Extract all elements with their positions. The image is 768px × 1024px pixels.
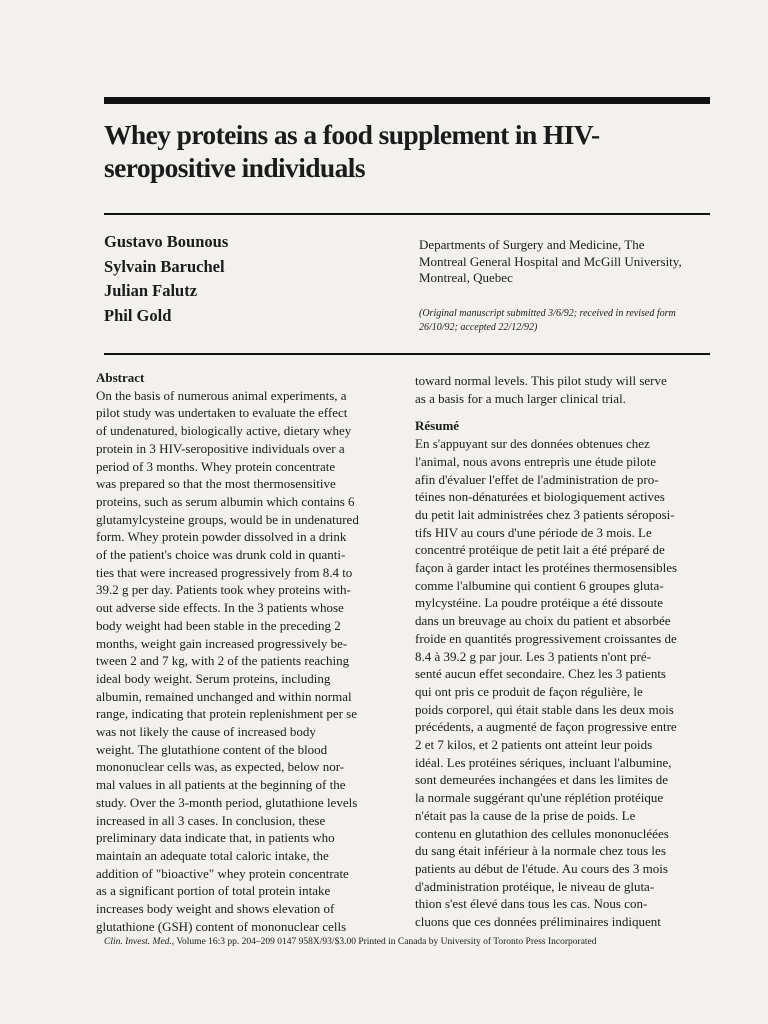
article-title bbox=[104, 118, 704, 184]
text-line: poids corporel, qui était stable dans les deux mois bbox=[415, 701, 674, 717]
abstract-heading: Abstract bbox=[96, 370, 145, 385]
dates-line: (Original manuscript submitted 3/6/92; received in revised form bbox=[419, 308, 676, 319]
text-line: afin d'évaluer l'effet de l'administration de pro- bbox=[415, 471, 659, 487]
text-line: qui ont pris ce produit de façon régulière, le bbox=[415, 683, 643, 699]
text-line: tween 2 and 7 kg, with 2 of the patients reaching bbox=[96, 653, 350, 669]
journal-name: Clin. Invest. Med., bbox=[104, 937, 175, 947]
text-line: senté aucun effet secondaire. Chez les 3 patients bbox=[415, 666, 666, 682]
text-line: façon à garder intact les protéines thermosensibles bbox=[415, 560, 678, 576]
text-line: of the patient's choice was drunk cold in quanti- bbox=[96, 547, 346, 563]
author-list bbox=[104, 230, 228, 328]
title-line: seropositive individuals bbox=[104, 152, 365, 183]
text-line: du sang était inférieur à la normale chez tous les bbox=[415, 843, 666, 859]
abstract-column bbox=[96, 369, 396, 936]
text-line: idéal. Les protéines sériques, incluant l'albumine, bbox=[415, 754, 672, 770]
text-line: increased in all 3 cases. In conclusion, these bbox=[96, 812, 326, 828]
affiliation-line: Montreal, Quebec bbox=[419, 270, 513, 285]
text-line: was not likely the cause of increased body bbox=[96, 724, 316, 740]
text-line: body weight had been stable in the preceding 2 bbox=[96, 617, 341, 633]
title-rule bbox=[104, 213, 710, 215]
text-line: d'administration protéique, le niveau de gluta- bbox=[415, 878, 655, 894]
text-line: glutathione (GSH) content of mononuclear cells bbox=[96, 918, 347, 934]
text-line: On the basis of numerous animal experiments, a bbox=[96, 387, 347, 403]
resume-body bbox=[415, 435, 715, 931]
text-line: ties that were increased progressively from 8.4 to bbox=[96, 564, 353, 580]
text-line: pilot study was undertaken to evaluate the effect bbox=[96, 405, 348, 421]
title-line: Whey proteins as a food supplement in HIV- bbox=[104, 119, 600, 150]
footer-citation bbox=[104, 936, 724, 948]
text-line: précédents, a augmenté de façon progressive entre bbox=[415, 719, 677, 735]
author-name: Julian Falutz bbox=[104, 281, 198, 300]
text-line: sont demeurées inchangées et dans les limites de bbox=[415, 772, 669, 788]
text-line: increases body weight and shows elevation of bbox=[96, 901, 335, 917]
text-line: patients au début de l'étude. Au cours des 3 mois bbox=[415, 860, 668, 876]
text-line: form. Whey protein powder dissolved in a drink bbox=[96, 529, 347, 545]
text-line: En s'appuyant sur des données obtenues chez bbox=[415, 436, 650, 452]
text-line: concentré protéique de petit lait a été préparé de bbox=[415, 542, 665, 558]
abstract-body bbox=[96, 387, 396, 936]
text-line: thion s'est élevé dans tous les cas. Nous con- bbox=[415, 896, 648, 912]
text-line: out adverse side effects. In the 3 patients whose bbox=[96, 600, 344, 616]
text-line: l'animal, nous avons entrepris une étude pilote bbox=[415, 453, 656, 469]
right-column bbox=[415, 372, 715, 931]
resume-heading: Résumé bbox=[415, 418, 460, 434]
text-line: 8.4 à 39.2 g par jour. Les 3 patients n'ont pré- bbox=[415, 648, 651, 664]
affiliation-line: Departments of Surgery and Medicine, The bbox=[419, 237, 645, 252]
abstract-continued bbox=[415, 372, 715, 407]
text-line: was prepared so that the most thermosensitive bbox=[96, 476, 336, 492]
citation-text: Volume 16:3 pp. 204–209 0147 958X/93/$3.00 Printed in Canada by University of Toronto Press Incorporated bbox=[176, 937, 597, 947]
text-line: period of 3 months. Whey protein concentrate bbox=[96, 458, 336, 474]
text-line: cluons que ces données préliminaires indiquent bbox=[415, 914, 661, 930]
spacer bbox=[415, 407, 715, 417]
text-line: toward normal levels. This pilot study will serve bbox=[415, 373, 667, 388]
affiliation bbox=[419, 237, 719, 287]
text-line: la normale suggérant qu'une réplétion protéique bbox=[415, 790, 664, 806]
text-line: comme l'albumine qui contient 6 groupes gluta- bbox=[415, 577, 664, 593]
text-line: 2 et 7 kilos, et 2 patients ont atteint leur poids bbox=[415, 737, 653, 753]
text-line: weight. The glutathione content of the blood bbox=[96, 741, 328, 757]
author-name: Gustavo Bounous bbox=[104, 232, 229, 251]
text-line: albumin, remained unchanged and within normal bbox=[96, 688, 352, 704]
text-line: du petit lait administrées chez 3 patients séroposi- bbox=[415, 506, 675, 522]
text-line: range, indicating that protein replenishment per se bbox=[96, 706, 357, 722]
top-rule bbox=[104, 97, 710, 104]
text-line: mononuclear cells was, as expected, below nor- bbox=[96, 759, 345, 775]
text-line: 39.2 g per day. Patients took whey proteins with- bbox=[96, 582, 351, 598]
author-name: Phil Gold bbox=[104, 305, 172, 325]
text-line: tifs HIV au cours d'une période de 3 mois. Le bbox=[415, 524, 652, 540]
text-line: mylcystéine. La poudre protéique a été dissoute bbox=[415, 595, 664, 611]
text-line: n'était pas la cause de la prise de poids. Le bbox=[415, 807, 636, 823]
text-line: maintain an adequate total caloric intake, the bbox=[96, 847, 329, 863]
text-line: preliminary data indicate that, in patients who bbox=[96, 830, 335, 846]
text-line: addition of "bioactive" whey protein concentrate bbox=[96, 865, 349, 881]
text-line: téines non-dénaturées et biologiquement actives bbox=[415, 489, 665, 505]
text-line: study. Over the 3-month period, glutathione levels bbox=[96, 794, 358, 810]
text-line: glutamylcysteine groups, would be in undenatured bbox=[96, 511, 359, 527]
text-line: as a significant portion of total protein intake bbox=[96, 883, 331, 899]
text-line: as a basis for a much larger clinical trial. bbox=[415, 390, 626, 406]
text-line: contenu en glutathion des cellules mononucléées bbox=[415, 825, 669, 841]
manuscript-dates bbox=[419, 307, 719, 334]
text-line: dans un breuvage au choix du patient et absorbée bbox=[415, 613, 671, 629]
dates-line: 26/10/92; accepted 22/12/92) bbox=[419, 321, 538, 333]
section-rule bbox=[104, 353, 710, 355]
text-line: ideal body weight. Serum proteins, including bbox=[96, 670, 331, 686]
text-line: months, weight gain increased progressively be- bbox=[96, 635, 348, 651]
text-line: of undenatured, biologically active, dietary whey bbox=[96, 423, 352, 439]
text-line: mal values in all patients at the beginning of the bbox=[96, 777, 346, 793]
text-line: proteins, such as serum albumin which contains 6 bbox=[96, 493, 355, 509]
text-line: protein in 3 HIV-seropositive individuals over a bbox=[96, 440, 345, 456]
author-name: Sylvain Baruchel bbox=[104, 256, 225, 276]
text-line: froide en quantités progressivement croissantes de bbox=[415, 630, 677, 646]
affiliation-line: Montreal General Hospital and McGill University, bbox=[419, 253, 682, 269]
